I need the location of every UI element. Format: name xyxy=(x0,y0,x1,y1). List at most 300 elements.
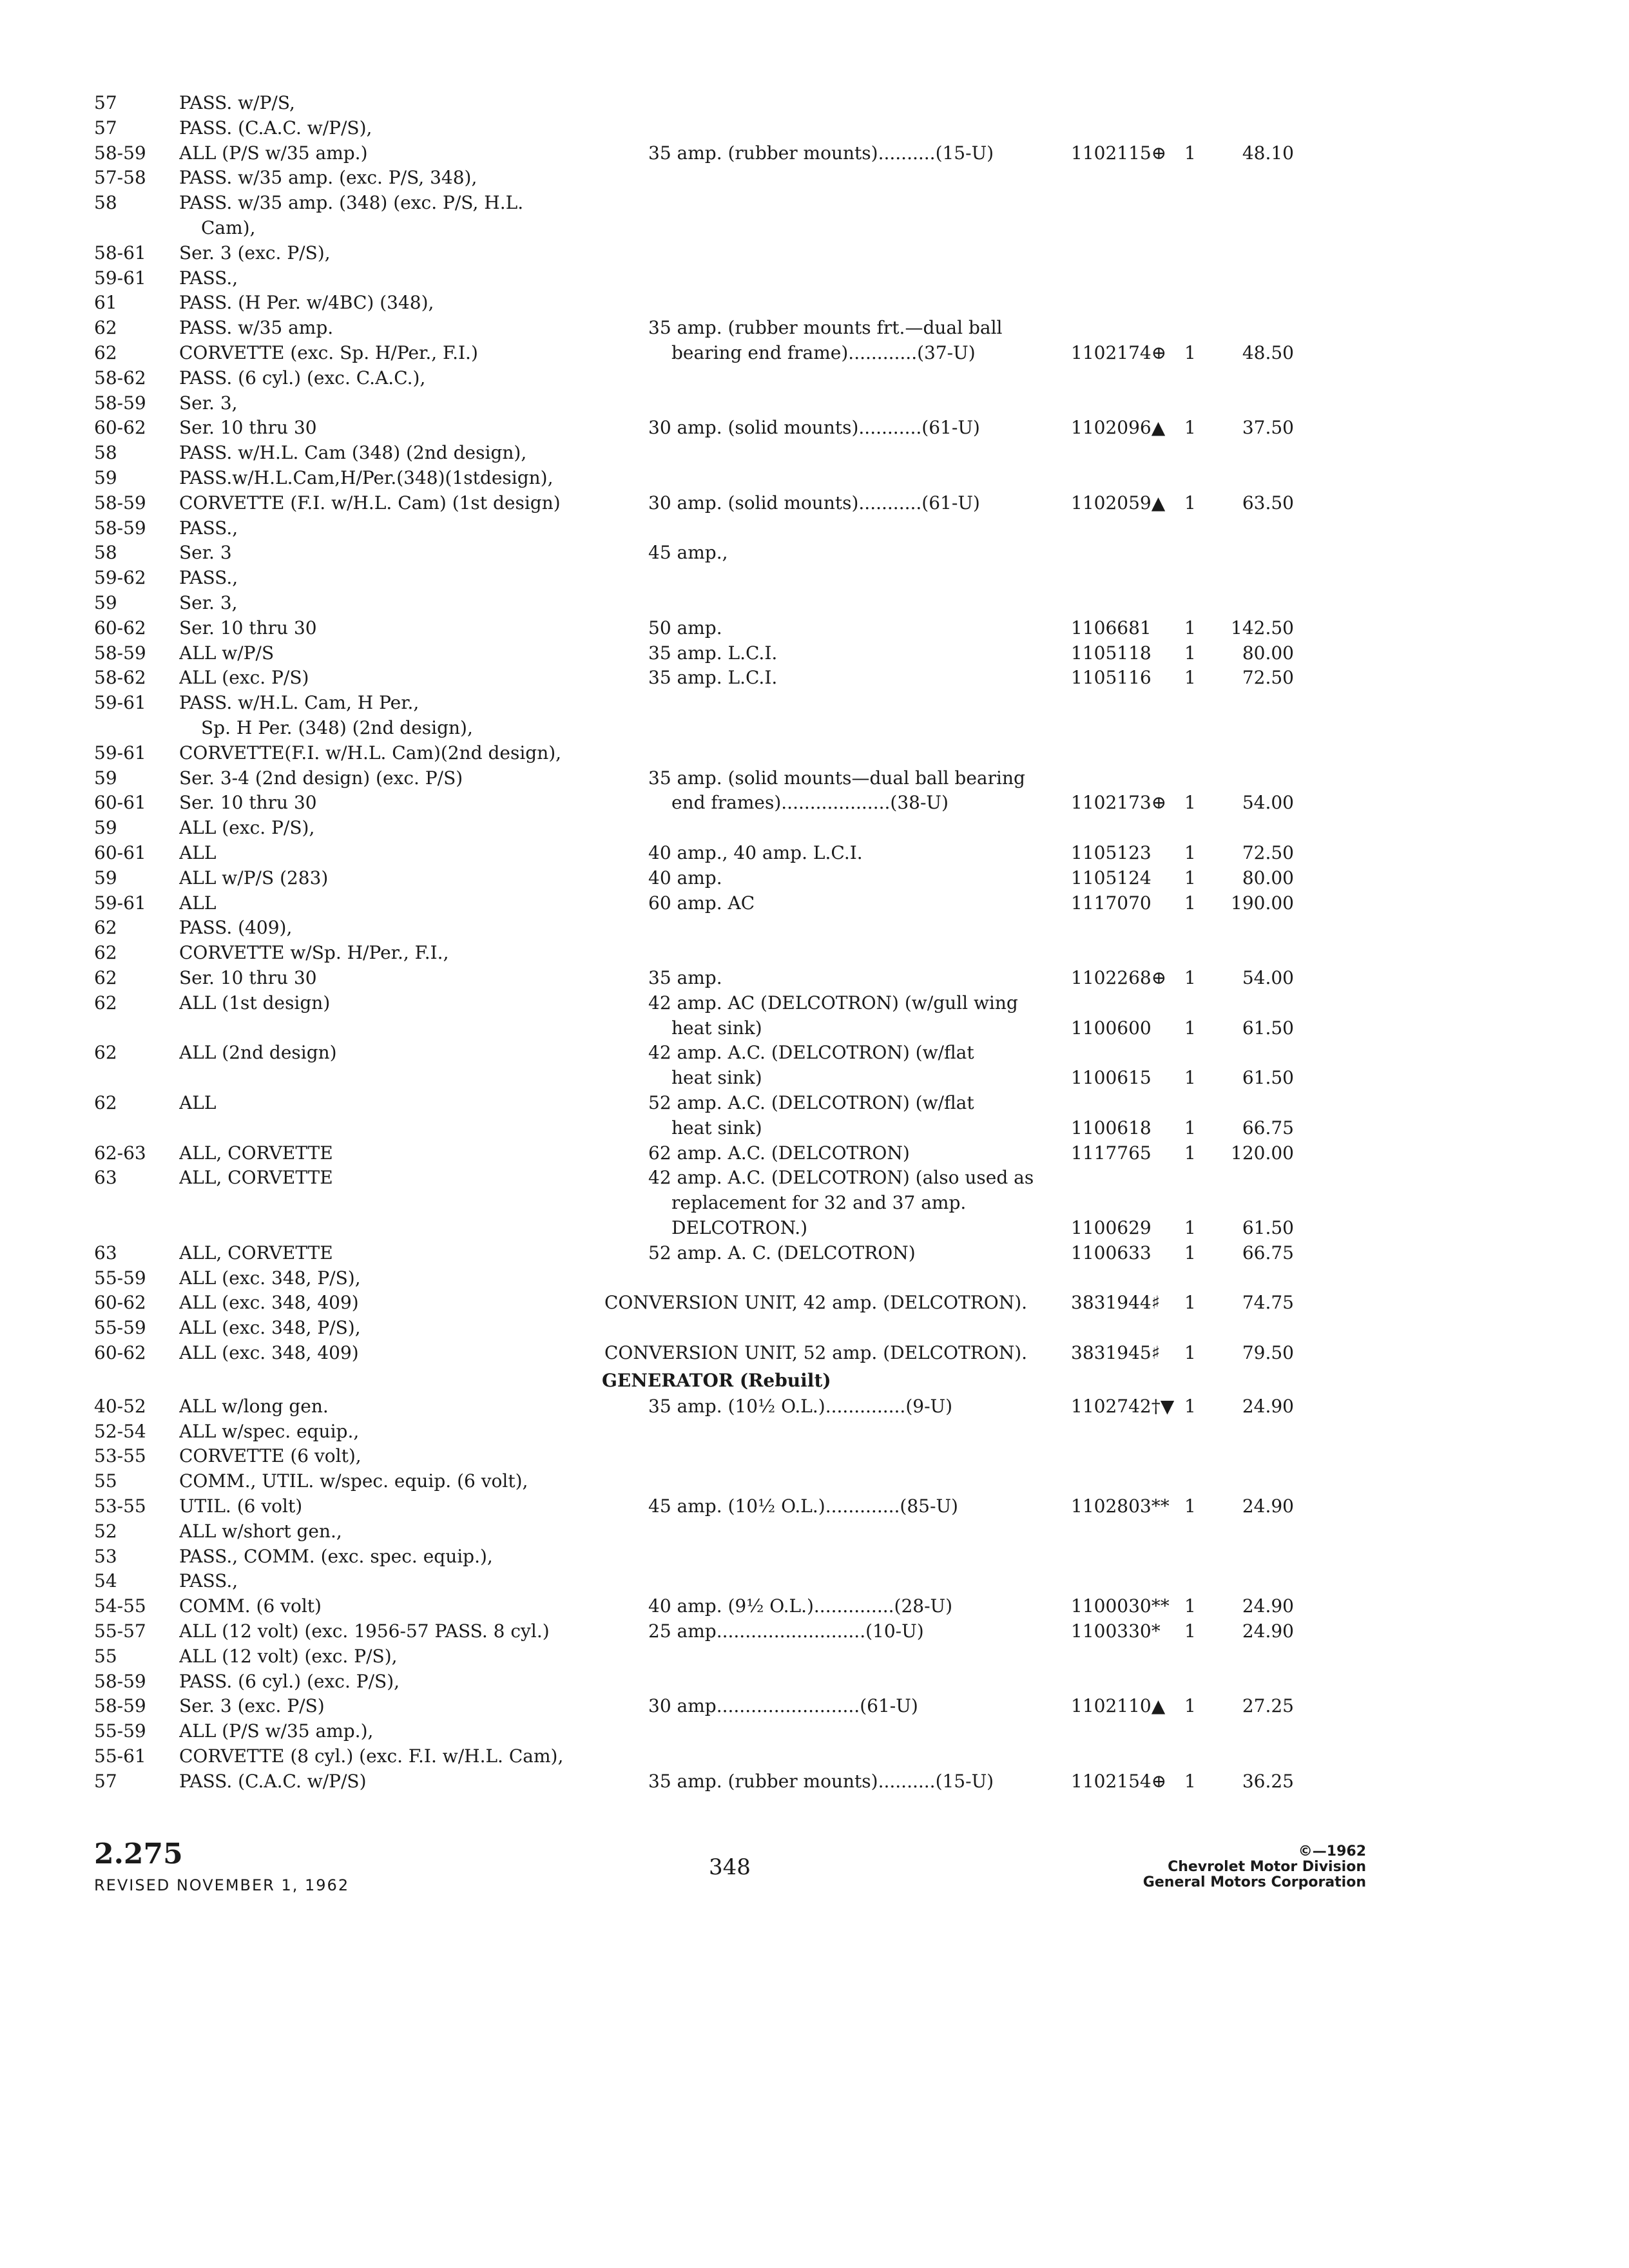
price: 142.50 xyxy=(1231,617,1294,639)
model-year: 59 xyxy=(94,467,117,488)
quantity: 1 xyxy=(1184,1017,1196,1039)
description: end frames)...................(38-U) xyxy=(671,792,949,814)
quantity: 1 xyxy=(1184,1595,1196,1617)
price: 72.50 xyxy=(1242,842,1294,863)
table-row xyxy=(0,440,1629,466)
application: ALL w/P/S xyxy=(179,642,275,664)
quantity: 1 xyxy=(1184,1495,1196,1517)
application: PASS., xyxy=(179,567,238,589)
application: PASS., xyxy=(179,517,238,539)
part-number: 1102268⊕ xyxy=(1071,967,1167,988)
description: 52 amp. A. C. (DELCOTRON) xyxy=(648,1242,916,1264)
table-row xyxy=(0,1065,1629,1091)
price: 61.50 xyxy=(1242,1017,1294,1039)
table-row xyxy=(0,1315,1629,1341)
table-row xyxy=(0,765,1629,791)
application: Ser. 10 thru 30 xyxy=(179,417,317,439)
table-row xyxy=(0,365,1629,391)
table-row xyxy=(0,1394,1629,1419)
description: 40 amp., 40 amp. L.C.I. xyxy=(648,842,863,863)
quantity: 1 xyxy=(1184,667,1196,689)
application: ALL (12 volt) (exc. P/S), xyxy=(179,1645,398,1667)
description: 35 amp. L.C.I. xyxy=(648,667,778,689)
model-year: 58-59 xyxy=(94,142,146,164)
description: DELCOTRON.) xyxy=(671,1217,808,1238)
application: PASS. w/P/S, xyxy=(179,92,295,113)
table-row xyxy=(0,340,1629,366)
model-year: 60-62 xyxy=(94,617,146,639)
table-row xyxy=(0,815,1629,841)
price: 24.90 xyxy=(1242,1395,1294,1417)
model-year: 62 xyxy=(94,992,117,1014)
application: ALL w/long gen. xyxy=(179,1395,329,1417)
application: Ser. 10 thru 30 xyxy=(179,967,317,988)
part-number: 3831945♯ xyxy=(1071,1342,1161,1363)
part-number: 1106681 xyxy=(1071,617,1152,639)
quantity: 1 xyxy=(1184,142,1196,164)
application: CORVETTE(F.I. w/H.L. Cam)(2nd design), xyxy=(179,742,562,764)
quantity: 1 xyxy=(1184,1395,1196,1417)
price: 190.00 xyxy=(1231,892,1294,914)
application: PASS., COMM. (exc. spec. equip.), xyxy=(179,1545,493,1567)
table-row xyxy=(0,1215,1629,1241)
application: Ser. 10 thru 30 xyxy=(179,617,317,639)
part-number: 1100330* xyxy=(1071,1620,1161,1642)
application: Ser. 10 thru 30 xyxy=(179,792,317,814)
application: Ser. 3 xyxy=(179,542,232,564)
description: 45 amp., xyxy=(648,542,728,564)
application: PASS. (C.A.C. w/P/S), xyxy=(179,117,372,139)
table-row xyxy=(0,590,1629,616)
part-number: 1117070 xyxy=(1071,892,1152,914)
part-number: 1100030** xyxy=(1071,1595,1170,1617)
model-year: 59-62 xyxy=(94,567,146,589)
revised-date: REVISED NOVEMBER 1, 1962 xyxy=(94,1876,350,1894)
model-year: 63 xyxy=(94,1242,117,1264)
table-row xyxy=(0,140,1629,166)
quantity: 1 xyxy=(1184,1117,1196,1139)
application: ALL (1st design) xyxy=(179,992,331,1014)
model-year: 59 xyxy=(94,767,117,789)
model-year: 58-59 xyxy=(94,1695,146,1717)
part-number: 1102173⊕ xyxy=(1071,792,1167,814)
description: 35 amp. (rubber mounts frt.—dual ball xyxy=(648,317,1003,339)
application: ALL (exc. P/S), xyxy=(179,817,315,839)
application: CORVETTE (8 cyl.) (exc. F.I. w/H.L. Cam), xyxy=(179,1745,564,1767)
corporation-line: General Motors Corporation xyxy=(1142,1874,1366,1890)
quantity: 1 xyxy=(1184,342,1196,363)
application: ALL (exc. 348, 409) xyxy=(179,1342,359,1363)
table-row xyxy=(0,290,1629,316)
description: CONVERSION UNIT, 42 amp. (DELCOTRON). xyxy=(604,1292,1028,1314)
part-number: 1117765 xyxy=(1071,1142,1152,1164)
table-row xyxy=(0,1544,1629,1570)
model-year: 62 xyxy=(94,317,117,339)
application: ALL (2nd design) xyxy=(179,1042,337,1064)
table-row xyxy=(0,1190,1629,1216)
model-year: 52-54 xyxy=(94,1420,146,1442)
table-row xyxy=(0,1040,1629,1066)
copyright-line: ©—1962 xyxy=(1298,1843,1366,1860)
model-year: 55-57 xyxy=(94,1620,146,1642)
description: 40 amp. (9½ O.L.)..............(28-U) xyxy=(648,1595,953,1617)
application: ALL w/spec. equip., xyxy=(179,1420,360,1442)
part-number: 1102174⊕ xyxy=(1071,342,1167,363)
table-row xyxy=(0,1443,1629,1469)
model-year: 55-59 xyxy=(94,1267,146,1289)
application: Ser. 3 (exc. P/S), xyxy=(179,242,331,264)
application: ALL xyxy=(179,842,217,863)
table-row xyxy=(0,190,1629,216)
quantity: 1 xyxy=(1184,967,1196,988)
application: PASS. w/35 amp. (exc. P/S, 348), xyxy=(179,167,477,189)
application: PASS., xyxy=(179,1570,238,1592)
model-year: 59 xyxy=(94,867,117,889)
table-row xyxy=(0,1165,1629,1191)
application: Ser. 3, xyxy=(179,392,238,414)
table-row xyxy=(0,215,1629,241)
part-number: 1105124 xyxy=(1071,867,1152,889)
table-row xyxy=(0,1015,1629,1041)
division-line: Chevrolet Motor Division xyxy=(1168,1859,1366,1875)
application: PASS. w/35 amp. xyxy=(179,317,334,339)
description: 42 amp. A.C. (DELCOTRON) (w/flat xyxy=(648,1042,974,1064)
model-year: 53 xyxy=(94,1545,117,1567)
page-number: 348 xyxy=(709,1854,751,1880)
application: COMM., UTIL. w/spec. equip. (6 volt), xyxy=(179,1470,528,1492)
model-year: 60-62 xyxy=(94,1292,146,1314)
model-year: 58-59 xyxy=(94,1670,146,1692)
table-row xyxy=(0,1265,1629,1291)
table-row xyxy=(0,640,1629,666)
model-year: 58-62 xyxy=(94,367,146,389)
description: heat sink) xyxy=(671,1067,762,1089)
quantity: 1 xyxy=(1184,617,1196,639)
table-row xyxy=(0,1718,1629,1744)
table-row xyxy=(0,1519,1629,1544)
application: PASS. (6 cyl.) (exc. C.A.C.), xyxy=(179,367,426,389)
table-row xyxy=(0,1240,1629,1266)
model-year: 60-62 xyxy=(94,1342,146,1363)
model-year: 62 xyxy=(94,917,117,939)
table-row xyxy=(0,165,1629,191)
section-heading: GENERATOR (Rebuilt) xyxy=(602,1369,831,1391)
table-row xyxy=(0,1769,1629,1794)
table-row xyxy=(0,1340,1629,1366)
application: Ser. 3 (exc. P/S) xyxy=(179,1695,325,1717)
application: COMM. (6 volt) xyxy=(179,1595,322,1617)
table-row xyxy=(0,740,1629,766)
model-year: 58-59 xyxy=(94,392,146,414)
quantity: 1 xyxy=(1184,1292,1196,1314)
price: 36.25 xyxy=(1242,1770,1294,1792)
quantity: 1 xyxy=(1184,1695,1196,1717)
model-year: 59-61 xyxy=(94,267,146,289)
application: PASS. w/H.L. Cam, H Per., xyxy=(179,692,419,714)
model-year: 60-61 xyxy=(94,792,146,814)
table-row xyxy=(0,865,1629,891)
table-row xyxy=(0,715,1629,741)
section-number: 2.275 xyxy=(94,1838,183,1870)
model-year: 59-61 xyxy=(94,892,146,914)
table-row xyxy=(0,690,1629,716)
model-year: 57-58 xyxy=(94,167,146,189)
part-number: 1102096▲ xyxy=(1071,417,1166,439)
table-row xyxy=(0,1644,1629,1669)
table-row xyxy=(0,1290,1629,1316)
part-number: 1102154⊕ xyxy=(1071,1770,1167,1792)
price: 24.90 xyxy=(1242,1495,1294,1517)
description: 35 amp. xyxy=(648,967,722,988)
model-year: 63 xyxy=(94,1167,117,1189)
model-year: 53-55 xyxy=(94,1445,146,1467)
part-number: 1102115⊕ xyxy=(1071,142,1167,164)
description: replacement for 32 and 37 amp. xyxy=(671,1192,967,1214)
application: PASS. w/H.L. Cam (348) (2nd design), xyxy=(179,442,527,464)
table-row xyxy=(0,665,1629,691)
quantity: 1 xyxy=(1184,417,1196,439)
model-year: 57 xyxy=(94,92,117,113)
description: 30 amp.........................(61-U) xyxy=(648,1695,918,1717)
model-year: 58 xyxy=(94,442,117,464)
description: bearing end frame)............(37-U) xyxy=(671,342,976,363)
model-year: 54-55 xyxy=(94,1595,146,1617)
price: 80.00 xyxy=(1242,867,1294,889)
table-row xyxy=(0,990,1629,1016)
table-row xyxy=(0,1619,1629,1644)
description: 30 amp. (solid mounts)...........(61-U) xyxy=(648,492,980,514)
table-row xyxy=(0,565,1629,591)
model-year: 59 xyxy=(94,592,117,613)
table-row xyxy=(0,1669,1629,1695)
model-year: 58-59 xyxy=(94,642,146,664)
table-row xyxy=(0,490,1629,516)
table-row xyxy=(0,940,1629,966)
price: 63.50 xyxy=(1242,492,1294,514)
price: 80.00 xyxy=(1242,642,1294,664)
application: PASS. (6 cyl.) (exc. P/S), xyxy=(179,1670,400,1692)
part-number: 1105116 xyxy=(1071,667,1152,689)
application: Ser. 3, xyxy=(179,592,238,613)
table-row xyxy=(0,1419,1629,1445)
model-year: 58-62 xyxy=(94,667,146,689)
table-row xyxy=(0,315,1629,341)
description: 45 amp. (10½ O.L.).............(85-U) xyxy=(648,1495,958,1517)
part-number: 1102110▲ xyxy=(1071,1695,1166,1717)
model-year: 62 xyxy=(94,967,117,988)
price: 66.75 xyxy=(1242,1117,1294,1139)
model-year: 60-61 xyxy=(94,842,146,863)
part-number: 1100633 xyxy=(1071,1242,1152,1264)
price: 61.50 xyxy=(1242,1067,1294,1089)
model-year: 53-55 xyxy=(94,1495,146,1517)
part-number: 1105123 xyxy=(1071,842,1152,863)
application: CORVETTE w/Sp. H/Per., F.I., xyxy=(179,942,449,964)
application: ALL xyxy=(179,1092,217,1113)
part-number: 1100615 xyxy=(1071,1067,1152,1089)
part-number: 1102742†▼ xyxy=(1071,1395,1175,1417)
quantity: 1 xyxy=(1184,1067,1196,1089)
quantity: 1 xyxy=(1184,1242,1196,1264)
application: Cam), xyxy=(201,217,256,238)
model-year: 58-59 xyxy=(94,517,146,539)
price: 120.00 xyxy=(1231,1142,1294,1164)
table-row xyxy=(0,1693,1629,1719)
description: 35 amp. (10½ O.L.)..............(9-U) xyxy=(648,1395,953,1417)
quantity: 1 xyxy=(1184,867,1196,889)
table-row xyxy=(0,265,1629,291)
quantity: 1 xyxy=(1184,1142,1196,1164)
table-row xyxy=(0,240,1629,266)
model-year: 59 xyxy=(94,817,117,839)
application: ALL (12 volt) (exc. 1956-57 PASS. 8 cyl.) xyxy=(179,1620,550,1642)
application: ALL, CORVETTE xyxy=(179,1242,333,1264)
quantity: 1 xyxy=(1184,892,1196,914)
table-row xyxy=(0,465,1629,491)
copyright-block xyxy=(1095,1844,1366,1890)
price: 27.25 xyxy=(1242,1695,1294,1717)
description: 42 amp. AC (DELCOTRON) (w/gull wing xyxy=(648,992,1018,1014)
model-year: 52 xyxy=(94,1520,117,1542)
price: 74.75 xyxy=(1242,1292,1294,1314)
application: PASS. (409), xyxy=(179,917,293,939)
table-row xyxy=(0,415,1629,441)
description: CONVERSION UNIT, 52 amp. (DELCOTRON). xyxy=(604,1342,1028,1363)
part-number: 1100629 xyxy=(1071,1217,1152,1238)
application: PASS.w/H.L.Cam,H/Per.(348)(1stdesign), xyxy=(179,467,554,488)
part-number: 1100600 xyxy=(1071,1017,1152,1039)
application: ALL (P/S w/35 amp.) xyxy=(179,142,368,164)
table-row xyxy=(0,390,1629,416)
price: 24.90 xyxy=(1242,1620,1294,1642)
table-row xyxy=(0,840,1629,866)
model-year: 58 xyxy=(94,192,117,214)
quantity: 1 xyxy=(1184,842,1196,863)
table-row xyxy=(0,790,1629,816)
part-number: 1102059▲ xyxy=(1071,492,1166,514)
model-year: 59-61 xyxy=(94,692,146,714)
model-year: 58 xyxy=(94,542,117,564)
part-number: 3831944♯ xyxy=(1071,1292,1161,1314)
price: 72.50 xyxy=(1242,667,1294,689)
model-year: 55-59 xyxy=(94,1720,146,1742)
model-year: 57 xyxy=(94,117,117,139)
description: 50 amp. xyxy=(648,617,722,639)
application: Sp. H Per. (348) (2nd design), xyxy=(201,717,473,738)
application: PASS. w/35 amp. (348) (exc. P/S, H.L. xyxy=(179,192,524,214)
description: heat sink) xyxy=(671,1017,762,1039)
application: ALL, CORVETTE xyxy=(179,1142,333,1164)
model-year: 62 xyxy=(94,342,117,363)
model-year: 55-59 xyxy=(94,1317,146,1339)
table-row xyxy=(0,1744,1629,1769)
part-number: 1102803** xyxy=(1071,1495,1170,1517)
description: 25 amp..........................(10-U) xyxy=(648,1620,924,1642)
model-year: 60-62 xyxy=(94,417,146,439)
model-year: 55 xyxy=(94,1645,117,1667)
description: 35 amp. (rubber mounts)..........(15-U) xyxy=(648,1770,994,1792)
quantity: 1 xyxy=(1184,642,1196,664)
price: 37.50 xyxy=(1242,417,1294,439)
price: 24.90 xyxy=(1242,1595,1294,1617)
description: 62 amp. A.C. (DELCOTRON) xyxy=(648,1142,910,1164)
price: 48.10 xyxy=(1242,142,1294,164)
model-year: 62 xyxy=(94,1092,117,1113)
description: heat sink) xyxy=(671,1117,762,1139)
table-row xyxy=(0,965,1629,991)
price: 66.75 xyxy=(1242,1242,1294,1264)
application: ALL xyxy=(179,892,217,914)
description: 35 amp. (rubber mounts)..........(15-U) xyxy=(648,142,994,164)
table-row xyxy=(0,1115,1629,1141)
description: 30 amp. (solid mounts)...........(61-U) xyxy=(648,417,980,439)
table-row xyxy=(0,1593,1629,1619)
quantity: 1 xyxy=(1184,492,1196,514)
table-row xyxy=(0,90,1629,116)
quantity: 1 xyxy=(1184,1620,1196,1642)
table-row xyxy=(0,1494,1629,1519)
model-year: 57 xyxy=(94,1770,117,1792)
application: PASS., xyxy=(179,267,238,289)
model-year: 58-59 xyxy=(94,492,146,514)
quantity: 1 xyxy=(1184,792,1196,814)
model-year: 58-61 xyxy=(94,242,146,264)
application: ALL, CORVETTE xyxy=(179,1167,333,1189)
model-year: 62 xyxy=(94,942,117,964)
description: 35 amp. L.C.I. xyxy=(648,642,778,664)
description: 35 amp. (solid mounts—dual ball bearing xyxy=(648,767,1025,789)
description: 40 amp. xyxy=(648,867,722,889)
description: 42 amp. A.C. (DELCOTRON) (also used as xyxy=(648,1167,1034,1189)
model-year: 61 xyxy=(94,292,117,314)
price: 48.50 xyxy=(1242,342,1294,363)
model-year: 55 xyxy=(94,1470,117,1492)
application: CORVETTE (exc. Sp. H/Per., F.I.) xyxy=(179,342,478,363)
application: Ser. 3-4 (2nd design) (exc. P/S) xyxy=(179,767,463,789)
price: 54.00 xyxy=(1242,792,1294,814)
application: UTIL. (6 volt) xyxy=(179,1495,303,1517)
model-year: 59-61 xyxy=(94,742,146,764)
table-row xyxy=(0,615,1629,641)
application: ALL (exc. P/S) xyxy=(179,667,309,689)
application: ALL w/short gen., xyxy=(179,1520,342,1542)
table-row xyxy=(0,1468,1629,1494)
price: 61.50 xyxy=(1242,1217,1294,1238)
table-row xyxy=(0,515,1629,541)
application: PASS. (C.A.C. w/P/S) xyxy=(179,1770,367,1792)
description: 52 amp. A.C. (DELCOTRON) (w/flat xyxy=(648,1092,974,1113)
part-number: 1100618 xyxy=(1071,1117,1152,1139)
model-year: 54 xyxy=(94,1570,117,1592)
application: ALL (exc. 348, P/S), xyxy=(179,1267,361,1289)
table-row xyxy=(0,540,1629,566)
application: PASS. (H Per. w/4BC) (348), xyxy=(179,292,434,314)
model-year: 55-61 xyxy=(94,1745,146,1767)
model-year: 62-63 xyxy=(94,1142,146,1164)
application: CORVETTE (F.I. w/H.L. Cam) (1st design) xyxy=(179,492,561,514)
table-row xyxy=(0,1568,1629,1594)
price: 54.00 xyxy=(1242,967,1294,988)
application: ALL (exc. 348, 409) xyxy=(179,1292,359,1314)
application: ALL w/P/S (283) xyxy=(179,867,329,889)
part-number: 1105118 xyxy=(1071,642,1152,664)
table-row xyxy=(0,1140,1629,1166)
quantity: 1 xyxy=(1184,1342,1196,1363)
model-year: 40-52 xyxy=(94,1395,146,1417)
application: ALL (exc. 348, P/S), xyxy=(179,1317,361,1339)
application: CORVETTE (6 volt), xyxy=(179,1445,361,1467)
model-year: 62 xyxy=(94,1042,117,1064)
